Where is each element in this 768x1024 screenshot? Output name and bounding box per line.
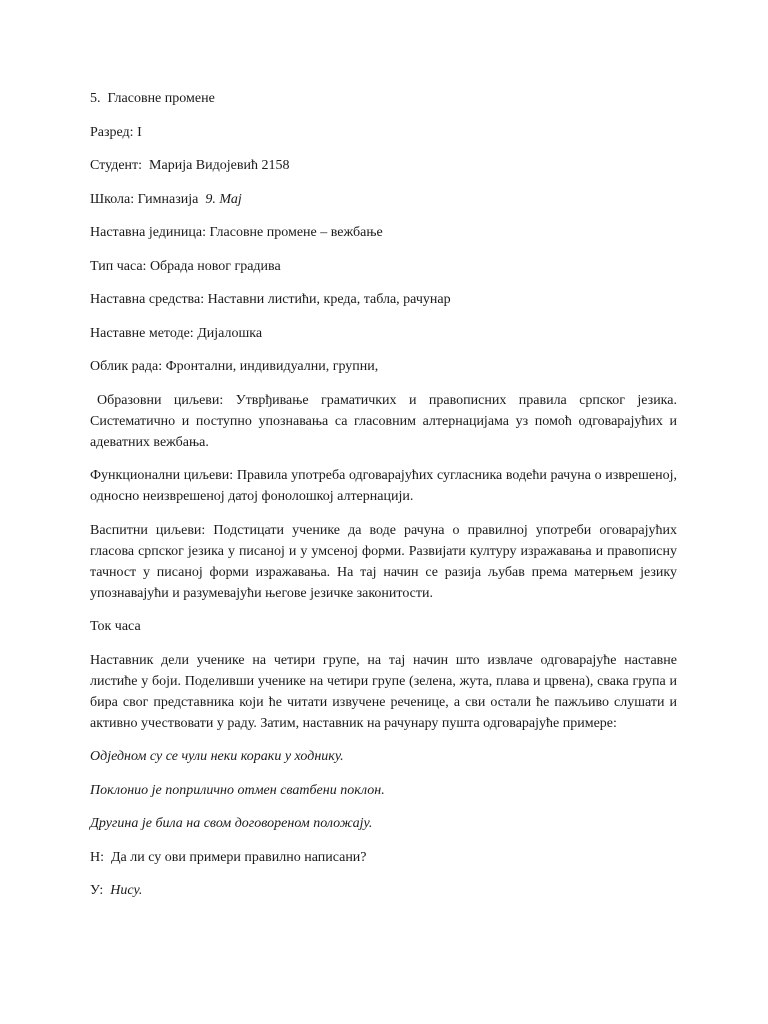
answer-speaker: У: xyxy=(90,883,104,898)
heading-number: 5. xyxy=(90,91,101,106)
question-speaker: Н: xyxy=(90,849,104,865)
example-sentence: Другина је била на свом договореном положају. xyxy=(90,816,373,831)
upbringing-goals-paragraph: Васпитни циљеви: Подстицати ученике да воде рачуна о правилној употреби оговарајућих гласова српског језика у писаној и у умсеној форми. Развијати културу изражавања и правописну тачност у писаној форми изражавања. На тај начин се разија љубав према матерњем језику упознавајући и разумевајући његове језичке законитости. xyxy=(90,522,677,601)
example-sentence: Поклонио је поприлично отмен сватбени поклон. xyxy=(90,782,385,798)
school-suffix: 9. Мај xyxy=(205,191,242,207)
question-text: Да ли су ови примери правилно написани? xyxy=(111,849,367,865)
work-form-value: Фронтални, индивидуални, групни, xyxy=(165,359,379,374)
resources-value: Наставни листићи, креда, табла, рачунар xyxy=(207,292,451,307)
unit-line xyxy=(90,222,677,243)
heading-title: Гласовне промене xyxy=(107,91,215,106)
unit-value: Гласовне промене – вежбање xyxy=(209,225,383,240)
work-form-line xyxy=(90,356,677,377)
functional-goals-paragraph: Функционални циљеви: Правила употреба одговарајућих сугласника водећи рачуна о изврешеној, односно неизврешеној датој фонолошкој алтернацији. xyxy=(90,468,677,504)
lesson-type-line xyxy=(90,256,677,277)
course-paragraph: Наставник дели ученике на четири групе, на тај начин што извлаче одговарајуће наставне листиће у боји. Поделивши ученике на четири групе (зелена, жута, плава и црвена), свака група и бира свог представника који ће читати извучене реченице, а сви остали ће пажљиво слушати и активно учествовати у раду. Затим, наставник на рачунару пушта одговарајуће примере: xyxy=(90,652,677,731)
grade-line xyxy=(90,122,677,143)
document-heading xyxy=(90,88,677,109)
answer-text: Нису. xyxy=(110,883,143,898)
lesson-type-label: Тип часа: xyxy=(90,258,147,274)
work-form-label: Облик рада: xyxy=(90,359,163,374)
lesson-type-value: Обрада новог градива xyxy=(149,258,281,274)
methods-label: Наставне методе: xyxy=(90,325,194,341)
school-name: Гимназија xyxy=(137,191,199,207)
student-line xyxy=(90,155,677,176)
school-line xyxy=(90,189,677,210)
student-answer xyxy=(90,880,677,901)
methods-value: Дијалошка xyxy=(197,325,263,341)
student-label: Студент: xyxy=(90,158,143,173)
unit-label: Наставна јединица: xyxy=(90,225,206,240)
teacher-question xyxy=(90,847,677,868)
resources-line xyxy=(90,289,677,310)
document-page xyxy=(90,88,677,914)
grade-value: I xyxy=(137,124,142,140)
student-name: Марија Видојевић 2158 xyxy=(149,158,290,173)
example-sentence: Одједном су се чули неки кораки у ходнику. xyxy=(90,749,344,764)
school-label: Школа: xyxy=(90,191,135,207)
methods-line xyxy=(90,323,677,344)
education-goals-paragraph: Образовни циљеви: Утврђивање граматичких и правописних правила српског језика. Систематично и поступно упознавања са гласовним алтернацијама уз помоћ одговарајућих и адеватних вежбања. xyxy=(90,392,677,450)
course-title: Ток часа xyxy=(90,619,141,634)
resources-label: Наставна средства: xyxy=(90,292,205,307)
grade-label: Разред: xyxy=(90,124,134,140)
